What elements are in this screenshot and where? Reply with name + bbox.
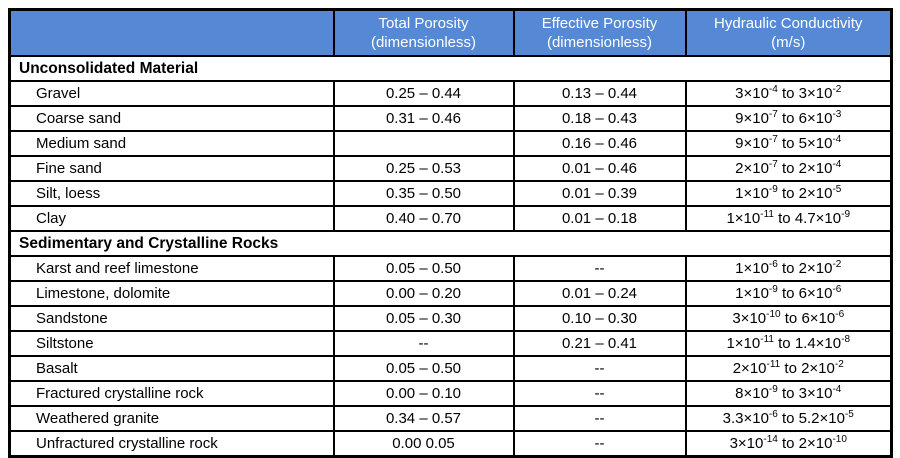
column-subtitle: (m/s) bbox=[771, 34, 806, 51]
table-row bbox=[10, 431, 892, 457]
total-porosity-cell: 0.00 – 0.20 bbox=[334, 281, 514, 306]
table-row bbox=[10, 306, 892, 331]
column-title: Total Porosity bbox=[378, 14, 469, 32]
total-porosity-cell: 0.05 – 0.30 bbox=[334, 306, 514, 331]
hydraulic-conductivity-cell: $1\times 10^{-9}$ to $6\times 10^{-6}$ bbox=[686, 281, 892, 306]
table-row bbox=[10, 181, 892, 206]
material-cell: Basalt bbox=[10, 356, 334, 381]
table-row bbox=[10, 106, 892, 131]
table-row bbox=[10, 156, 892, 181]
material-cell: Silt, loess bbox=[10, 181, 334, 206]
material-cell: Sandstone bbox=[10, 306, 334, 331]
column-subtitle: (dimensionless) bbox=[546, 34, 653, 51]
material-cell: Weathered granite bbox=[10, 406, 334, 431]
total-porosity-cell: 0.25 – 0.53 bbox=[334, 156, 514, 181]
table-row bbox=[10, 256, 892, 281]
hydraulic-conductivity-cell: $1\times 10^{-11}$ to $1.4\times 10^{-8}$ bbox=[686, 331, 892, 356]
effective-porosity-cell: -- bbox=[514, 406, 686, 431]
section-title: Sedimentary and Crystalline Rocks bbox=[10, 231, 892, 256]
total-porosity-cell bbox=[334, 131, 514, 156]
table-row bbox=[10, 381, 892, 406]
material-cell: Clay bbox=[10, 206, 334, 231]
table-row bbox=[10, 406, 892, 431]
hydraulic-conductivity-cell: $3\times 10^{-4}$ to $3\times 10^{-2}$ bbox=[686, 81, 892, 106]
effective-porosity-cell: 0.16 – 0.46 bbox=[514, 131, 686, 156]
table-row bbox=[10, 281, 892, 306]
porosity-conductivity-table bbox=[8, 8, 893, 458]
hydraulic-conductivity-cell: $2\times 10^{-7}$ to $2\times 10^{-4}$ bbox=[686, 156, 892, 181]
hydraulic-conductivity-cell: $3.3\times 10^{-6}$ to $5.2\times 10^{-5}$ bbox=[686, 406, 892, 431]
effective-porosity-cell: 0.10 – 0.30 bbox=[514, 306, 686, 331]
hydraulic-conductivity-cell: $1\times 10^{-6}$ to $2\times 10^{-2}$ bbox=[686, 256, 892, 281]
hydraulic-conductivity-cell: $2\times 10^{-11}$ to $2\times 10^{-2}$ bbox=[686, 356, 892, 381]
total-porosity-cell: 0.40 – 0.70 bbox=[334, 206, 514, 231]
effective-porosity-cell: 0.18 – 0.43 bbox=[514, 106, 686, 131]
table-row bbox=[10, 81, 892, 106]
hydraulic-conductivity-cell: $9\times 10^{-7}$ to $5\times 10^{-4}$ bbox=[686, 131, 892, 156]
total-porosity-cell: 0.35 – 0.50 bbox=[334, 181, 514, 206]
effective-porosity-cell: -- bbox=[514, 431, 686, 457]
effective-porosity-cell: -- bbox=[514, 381, 686, 406]
total-porosity-cell: 0.25 – 0.44 bbox=[334, 81, 514, 106]
material-cell: Unfractured crystalline rock bbox=[10, 431, 334, 457]
section-title: Unconsolidated Material bbox=[10, 56, 892, 81]
section-header-row bbox=[10, 56, 892, 81]
total-porosity-cell: 0.00 0.05 bbox=[334, 431, 514, 457]
effective-porosity-cell: -- bbox=[514, 356, 686, 381]
effective-porosity-cell: 0.01 – 0.18 bbox=[514, 206, 686, 231]
effective-porosity-cell: 0.01 – 0.24 bbox=[514, 281, 686, 306]
hydraulic-conductivity-cell: $3\times 10^{-10}$ to $6\times 10^{-6}$ bbox=[686, 306, 892, 331]
effective-porosity-cell: 0.01 – 0.39 bbox=[514, 181, 686, 206]
material-cell: Fractured crystalline rock bbox=[10, 381, 334, 406]
hydraulic-conductivity-column-header bbox=[686, 10, 892, 57]
effective-porosity-cell: 0.01 – 0.46 bbox=[514, 156, 686, 181]
material-cell: Fine sand bbox=[10, 156, 334, 181]
table-row bbox=[10, 131, 892, 156]
material-cell: Karst and reef limestone bbox=[10, 256, 334, 281]
total-porosity-cell: 0.00 – 0.10 bbox=[334, 381, 514, 406]
section-header-row bbox=[10, 231, 892, 256]
table-row bbox=[10, 356, 892, 381]
column-title: Effective Porosity bbox=[541, 14, 658, 32]
material-cell: Siltstone bbox=[10, 331, 334, 356]
effective-porosity-column-header bbox=[514, 10, 686, 57]
material-cell: Limestone, dolomite bbox=[10, 281, 334, 306]
table-row bbox=[10, 331, 892, 356]
effective-porosity-cell: -- bbox=[514, 256, 686, 281]
material-cell: Coarse sand bbox=[10, 106, 334, 131]
total-porosity-column-header bbox=[334, 10, 514, 57]
total-porosity-cell: -- bbox=[334, 331, 514, 356]
hydraulic-conductivity-cell: $8\times 10^{-9}$ to $3\times 10^{-4}$ bbox=[686, 381, 892, 406]
column-subtitle: (dimensionless) bbox=[370, 34, 477, 51]
hydraulic-conductivity-cell: $9\times 10^{-7}$ to $6\times 10^{-3}$ bbox=[686, 106, 892, 131]
total-porosity-cell: 0.05 – 0.50 bbox=[334, 256, 514, 281]
total-porosity-cell: 0.34 – 0.57 bbox=[334, 406, 514, 431]
material-column-header bbox=[10, 10, 334, 57]
hydraulic-conductivity-cell: $1\times 10^{-9}$ to $2\times 10^{-5}$ bbox=[686, 181, 892, 206]
table-row bbox=[10, 206, 892, 231]
hydraulic-conductivity-cell: $3\times 10^{-14}$ to $2\times 10^{-10}$ bbox=[686, 431, 892, 457]
total-porosity-cell: 0.05 – 0.50 bbox=[334, 356, 514, 381]
material-cell: Medium sand bbox=[10, 131, 334, 156]
header-row bbox=[10, 10, 892, 57]
effective-porosity-cell: 0.21 – 0.41 bbox=[514, 331, 686, 356]
effective-porosity-cell: 0.13 – 0.44 bbox=[514, 81, 686, 106]
material-cell: Gravel bbox=[10, 81, 334, 106]
total-porosity-cell: 0.31 – 0.46 bbox=[334, 106, 514, 131]
hydraulic-conductivity-cell: $1\times 10^{-11}$ to $4.7\times 10^{-9}$ bbox=[686, 206, 892, 231]
column-title: Hydraulic Conductivity bbox=[714, 14, 863, 32]
